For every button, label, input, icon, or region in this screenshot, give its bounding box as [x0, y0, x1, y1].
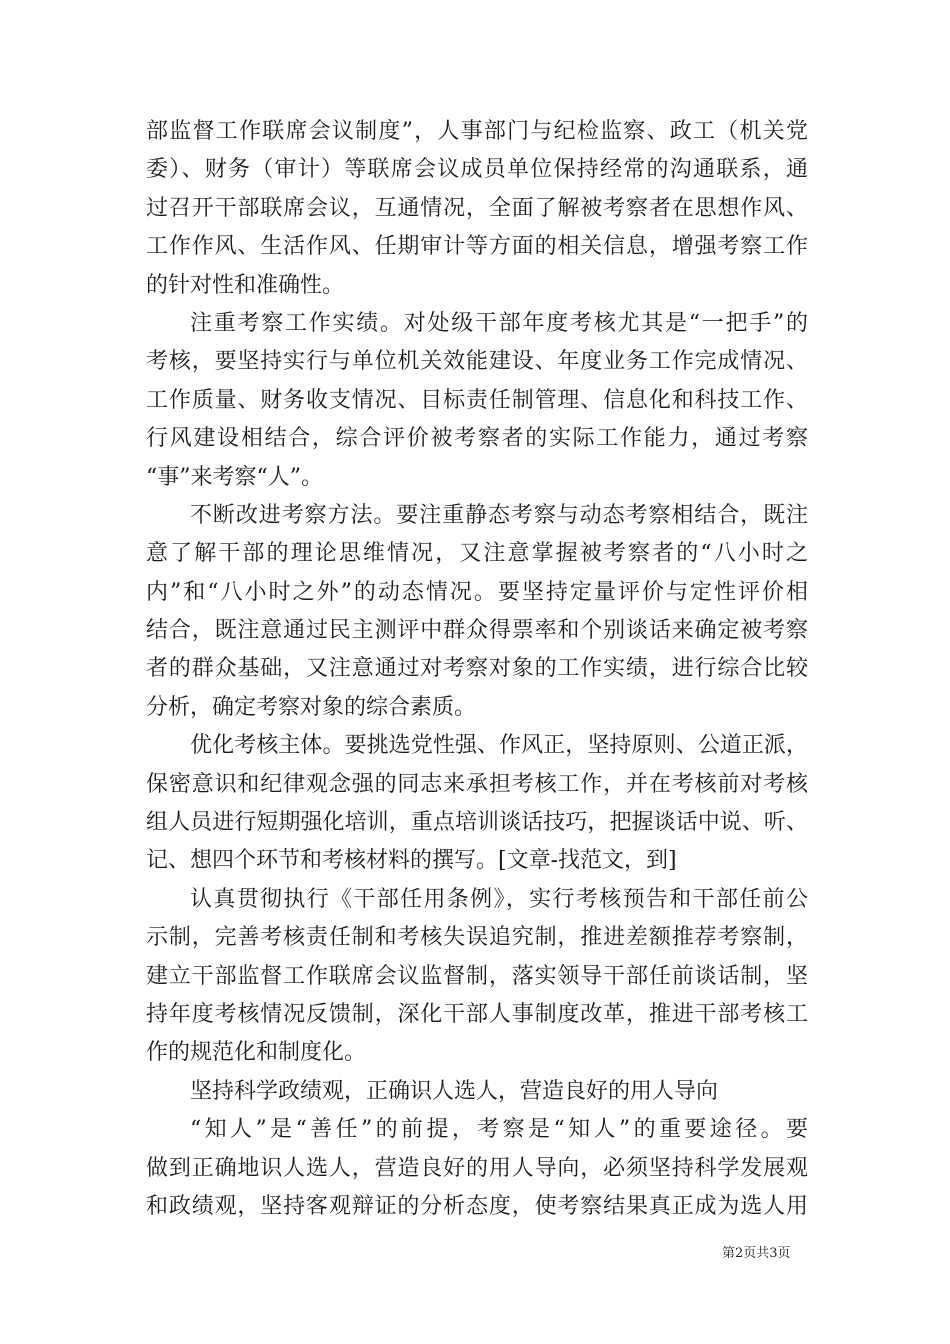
text-line: 和政绩观，坚持客观辩证的分析态度，使考察结果真正成为选人用 — [146, 1193, 808, 1219]
text-line: “事”来考察“人”。 — [146, 464, 323, 490]
text-line: 记、想四个环节和考核材料的撰写。[文章-找范文，到] — [146, 848, 677, 874]
text-line: 者的群众基础，又注意通过对考察对象的工作实绩，进行综合比较 — [146, 656, 808, 682]
text-line: 分析，确定考察对象的综合素质。 — [146, 694, 477, 720]
text-line: 意了解干部的理论思维情况，又注意掌握被考察者的“八小时之 — [146, 541, 808, 567]
text-line: 结合，既注意通过民主测评中群众得票率和个别谈话来确定被考察 — [146, 618, 808, 644]
text-line: 委）、财务（审计）等联席会议成员单位保持经常的沟通联系，通 — [146, 157, 808, 183]
paragraph — [146, 727, 808, 881]
paragraph — [146, 881, 808, 1073]
paragraph — [146, 113, 808, 305]
paragraph — [146, 1073, 808, 1111]
text-line: 工作作风、生活作风、任期审计等方面的相关信息，增强考察工作 — [146, 234, 808, 260]
paragraph — [146, 305, 808, 497]
text-line: “知人”是“善任”的前提，考察是“知人”的重要途径。要 — [190, 1117, 808, 1143]
text-line: 过召开干部联席会议，互通情况，全面了解被考察者在思想作风、 — [146, 195, 808, 221]
text-line: 内”和“八小时之外”的动态情况。要坚持定量评价与定性评价相 — [146, 579, 808, 605]
text-line: 持年度考核情况反馈制，深化干部人事制度改革，推进干部考核工 — [146, 1001, 808, 1027]
text-line: 组人员进行短期强化培训，重点培训谈话技巧，把握谈话中说、听、 — [146, 810, 808, 836]
text-line: 注重考察工作实绩。对处级干部年度考核尤其是“一把手”的 — [190, 310, 808, 336]
paragraph — [146, 1111, 808, 1226]
text-line: 示制，完善考核责任制和考核失误追究制，推进差额推荐考察制， — [146, 925, 808, 951]
text-line: 不断改进考察方法。要注重静态考察与动态考察相结合，既注 — [190, 502, 808, 528]
text-line: 作的规范化和制度化。 — [146, 1040, 367, 1066]
text-line: 行风建设相结合，综合评价被考察者的实际工作能力，通过考察 — [146, 426, 808, 452]
text-line: 部监督工作联席会议制度”，人事部门与纪检监察、政工（机关党 — [146, 119, 808, 144]
paragraph — [146, 497, 808, 727]
page-number: 第2页共3页 — [722, 1246, 791, 1261]
text-line: 建立干部监督工作联席会议监督制，落实领导干部任前谈话制，坚 — [146, 963, 808, 989]
text-line: 坚持科学政绩观，正确识人选人，营造良好的用人导向 — [190, 1078, 719, 1104]
text-line: 优化考核主体。要挑选党性强、作风正，坚持原则、公道正派， — [190, 733, 808, 759]
text-line: 做到正确地识人选人，营造良好的用人导向，必须坚持科学发展观 — [146, 1155, 808, 1181]
text-line: 保密意识和纪律观念强的同志来承担考核工作，并在考核前对考核 — [146, 771, 808, 797]
text-line: 的针对性和准确性。 — [146, 272, 345, 298]
text-line: 认真贯彻执行《干部任用条例》，实行考核预告和干部任前公 — [190, 886, 808, 912]
document-body — [146, 113, 808, 1226]
text-line: 工作质量、财务收支情况、目标责任制管理、信息化和科技工作、 — [146, 387, 808, 413]
text-line: 考核，要坚持实行与单位机关效能建设、年度业务工作完成情况、 — [146, 349, 808, 375]
